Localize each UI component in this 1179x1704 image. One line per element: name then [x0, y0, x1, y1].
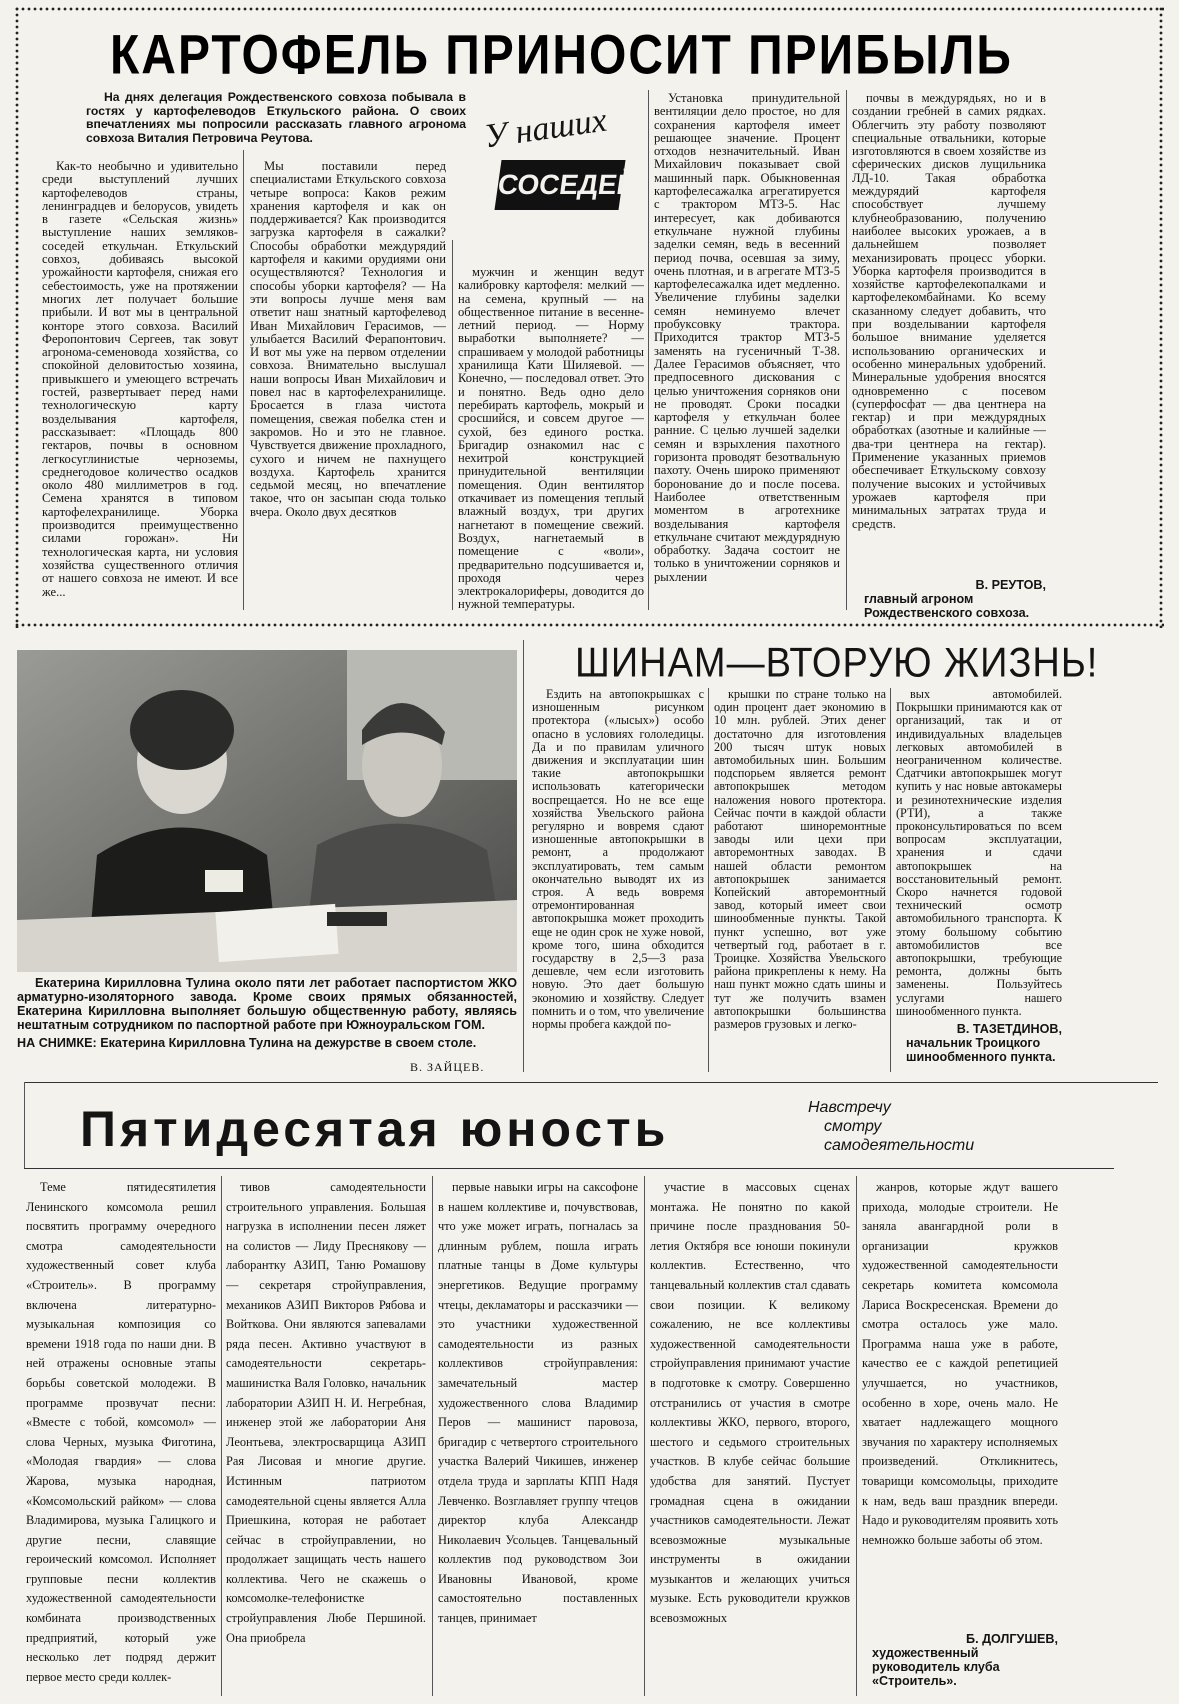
signature-title: начальник Троицкого шинообменного пункта.: [906, 1036, 1056, 1064]
photo-image: [17, 650, 517, 972]
article3-column-5: жанров, которые ждут вашего прихода, молодые строители. Не заняла авангардной роли в организации кружков художественной самодеятельности секретарь комитета комсомола Лариса Воскресенская. Времени до смотра осталось уже мало. Программа наша уже в работе, качество ее с каждой репетицией улучшается, но участников, особенно в хоре, очень мало. Не хватает надлежащего мощного звучания по характеру исполняемых произведений. Откликнитесь, товарищи комсомольцы, приходите к нам, ведь ваш праздник впереди. Надо и руководителям проявить хоть немножко больше заботы об этом.: [862, 1180, 1058, 1547]
article2-column-2: крышки по стране только на один процент дает экономию в 10 млн. рублей. Этих денег достаточно для изготовления 200 тысяч штук новых автомобильных шин. Большим подспорьем является ремонт автопокрышек методом наложения нового протектора. Сейчас почти в каждой области работают шиноремонтные заводы или цехи при авторемонтных заводах. В нашей области ремонтом автопокрышек занимается Копейский авторемонтный завод, который имеет свои шинообменные пункты. Такой пункт успешно, вот уже четвертый год, работает в г. Троицке. Хозяйства Увельского района прикреплены к нему. На наш пункт можно сдать шины и тут же получить взамен автопокрышки большинства размеров грузовых и легко-: [714, 688, 886, 1032]
article2-signature: [896, 1022, 1062, 1064]
rubric-box: СОСЕДЕЙ: [494, 160, 625, 210]
signature-name: Б. ДОЛГУШЕВ,: [966, 1632, 1058, 1646]
photo-caption: Екатерина Кирилловна Тулина около пяти лет работает паспортистом ЖКО арматурно-изоляторного завода. Кроме своих прямых обязанностей, Екатерина Кирилловна выполняет большую общественную работу, являясь нештатным сотрудником по паспортной работе при Южноуральском ГОМ.: [17, 976, 517, 1032]
rubric-neighbors: [478, 101, 640, 220]
article2-column-1: Ездить на автопокрышках с изношенным рисунком протектора («лысых») особо опасно в условиях гололедицы. Да и по правилам уличного движения и эксплуатации шин такие автопокрышки использовать категорически воспрещается. Но не все еще хозяйства Увельского района регулярно и вовремя сдают изношенные автопокрышки в ремонт, а продолжают эксплуатировать, тем самым окончательно выводят их из строя. А ведь вовремя отремонтированная автопокрышка может проходить еще не один срок не хуже новой, кроме того, шина обходится государству в 2,5—3 раза дешевле, чем если изготовить новую. Это дает большую экономию и хозяйству. Следует помнить и о том, что увеличение нормы пробега каждой по-: [532, 688, 704, 1032]
article3-column-3: первые навыки игры на саксофоне в нашем коллективе и, почувствовав, что уже может играть, погналась за длинным рублем, пошла играть платные танцы в Доме культуры энергетиков. Ведущие программу чтецы, декламаторы и рассказчики — это участники художественной самодеятельности из разных коллективов стройуправления: замечательный мастер художественного слова Владимир Перов — машинист паровоза, бригадир с четвертого строительного участка Валерий Чикишев, инженер отдела труда и зарплаты КПП Надя Левченко. Возглавляет группу чтецов директор клуба Александр Николаевич Усольцев. Танцевальный коллектив под руководством Зои Ивановны Ивановой, кроме самостоятельно поставленных танцев, принимает: [438, 1180, 638, 1626]
photo-women-at-desk: [17, 650, 517, 972]
signature-title: художественный руководитель клуба «Строитель».: [872, 1646, 1000, 1688]
article1-column-1: Как-то необычно и удивительно среди выступлений лучших картофелеводов страны, ленинградцев и белорусов, увидеть в газете «Сельская жизнь» выступление наших земляков-соседей еткульчан. Еткульский совхоз, добиваясь высокой урожайности картофеля, снижая его себестоимость, уже на протяжении многих лет получает большие прибыли. И вот мы в центральной конторе этого совхоза. Василий Феропонтович Сергеев, так зовут агронома-семеновода хозяйства, со спокойной деловитостью хозяина, привыкшего и умеющего встречать гостей, развертывает перед нами технологическую карту возделывания картофеля, рассказывает: «Площадь 800 гектаров, почвы в основном легкосуглинистые черноземы, среднегодовое количество осадков около 480 миллиметров в год. Семена хранятся в типовом картофелехранилище. Уборка производится преимущественно силами горожан». Ни технологическая карта, ни условия хозяйства существенного отличия от нашего совхоза не имеют. И все же...: [42, 160, 238, 599]
article1-column-3: мужчин и женщин ведут калибровку картофеля: мелкий — на семена, крупный — на общественное питание в весенне-летний период. — Норму выработки выполняете? — спрашиваем у молодой работницы хранилища Кати Шиляевой. — Конечно, — последовал ответ. Это и понятно. Ведь одно дело перебирать картофель, мокрый и сросшийся, и совсем другое — сухой, без единого ростка. Бригадир ознакомил нас с нехитрой конструкцией принудительной вентиляции помещения. Один вентилятор откачивает из помещения теплый влажный воздух, три других нагнетают в помещение свежий. Воздух, нагнетаемый в помещение с «воли», предварительно подсушивается и, проходя через электрокалориферы, доводится до нужной температуры.: [458, 266, 644, 612]
signature-name: В. ТАЗЕТДИНОВ,: [956, 1022, 1062, 1036]
article3-column-1: Теме пятидесятилетия Ленинского комсомола решил посвятить программу очередного смотра самодеятельности художественный совет клуба «Строитель». В программу включена литературно-музыкальная композиция со времени 1918 года по наши дни. В ней отражены основные этапы борьбы советской молодежи. В программе прозвучат песни: «Вместе с тобой, комсомол» — слова Черных, музыка Фиготина, «Молодая гвардия» — слова Жарова, музыка народная, «Комсомольский райком» — слова Владимирова, музыка Галицкого и другие песни, славящие героический комсомол. Исполняет групповые песни коллектив художественной самодеятельности комбината производственных предприятий, который уже несколько лет подряд держит первое место среди коллек-: [26, 1180, 216, 1684]
article1-column-2: Мы поставили перед специалистами Еткульского совхоза четыре вопроса: Каков режим хранения картофеля и как он поддерживается? Как производится загрузка картофеля в сажалки? Способы обработки междурядий картофеля и какими орудиями они осуществляются? Технология и способы уборки картофеля? — На эти вопросы лучше меня вам ответит наш знатный картофелевод Иван Михайлович Герасимов, — улыбается Василий Ферапонтович. И вот мы уже на первом отделении совхоза. Внимательно выслушал наши вопросы Иван Михайлович и повел нас в картофелехранилище. Бросается в глаза чистота помещения, свежая побелка стен и закромов. Но и это не главное. Чувствуется движение прохладного, сухого и ничем не пахнущего воздуха. Картофель хранится седьмой месяц, но впечатление такое, что он засыпан сюда только вчера. Около двух десятков: [250, 160, 446, 519]
article3-kicker: Навстречу смотру самодеятельности: [808, 1099, 975, 1154]
photo-subcaption: НА СНИМКЕ: Екатерина Кирилловна Тулина на дежурстве в своем столе.: [17, 1036, 477, 1050]
article1-column-5: почвы в междурядьях, но и в создании гребней в самих рядках. Облегчить эту работу позволяют специальные отвальники, которые изготовляются в своем хозяйстве из сферических дисков лущильника ЛД-10. Такая обработка междурядий картофеля способствует лучшему клубнеобразованию, получению наиболее высоких урожаев, а в дальнейшем позволяет механизировать процесс уборки. Уборка картофеля производится в хозяйстве картофелекопалками и картофелекомбайнами. Ко всему сказанному следует добавить, что при возделывании картофеля большое внимание уделяется использованию органических и особенно минеральных удобрений. Минеральные удобрения вносятся одновременно с посевом (суперфосфат — два центнера на гектар) и при междурядных обработках (азотные и калийные — два-три центнера на гектар). Применение указанных приемов обеспечивает Еткульскому совхозу получение высоких и устойчивых урожаев картофеля при минимальных затратах труда и средств.: [852, 92, 1046, 531]
article3-signature: [862, 1632, 1058, 1688]
article3-column-4: участие в массовых сценах монтажа. Не понятно по какой причине после празднования 50-летия Октября все юноши покинули коллектив. Естественно, что танцевальный коллектив стал сдавать свои позиции. К великому сожалению, не все коллективы художественной самодеятельности стройуправления принимают участие в подготовке к смотру. Совершенно отстранились от участия в смотре коллективы ЖКО, первого, второго, шестого и седьмого строительных участков. В клубе сейчас большие удобства для занятий. Пустует громадная сцена в ожидании участников самодеятельности. Лежат всевозможные музыкальные инструменты в ожидании музыкантов и желающих учиться музыке. Есть руководители кружков всевозможных: [650, 1180, 850, 1626]
rubric-script: У наших: [481, 101, 609, 156]
headline-potatoes: КАРТОФЕЛЬ ПРИНОСИТ ПРИБЫЛЬ: [110, 25, 1013, 87]
article3-column-2: тивов самодеятельности строительного управления. Большая нагрузка в исполнении песен ляжет на солистов — Лиду Преснякову — лаборантку АЗИП, Таню Ромашову — секретаря стройуправления, механиков АЗИП Викторов Рябова и Войткова. Они являются запевалами ряда песен. Активно участвуют в самодеятельности секретарь-машинистка Валя Головко, начальник лаборатории АЗИП Н. И. Негребная, инженер этой же лаборатории Аня Леонтьева, электросварщица АЗИП Рая Лисовая и многие другие. Истинным патриотом самодеятельной сцены является Алла Приешкина, которая не работает сейчас в стройуправлении, но продолжает защищать честь нашего коллектива. Чего не скажешь о комсомолке-телефонистке стройуправления Любе Першиной. Она приобрела: [226, 1180, 426, 1645]
photo-credit: В. ЗАЙЦЕВ.: [410, 1060, 485, 1074]
headline-fiftieth-youth: Пятидесятая юность: [80, 1101, 670, 1157]
article1-lead: На днях делегация Рождественского совхоза побывала в гостях у картофелеводов Еткульского района. О своих впечатлениях мы попросили рассказать главного агронома совхоза Виталия Петровича Реутова.: [86, 90, 466, 145]
article1-column-4: Установка принудительной вентиляции дело простое, но для сохранения картофеля имеет решающее значение. Процент отходов незначительный. Иван Михайлович показывает свой машинный парк. Обыкновенная картофелесажалка агрегатируется с трактором МТЗ-5. Нас интересует, как добиваются еткульчане нужной глубины заделки семян, ведь в весенний период почва, осевшая за зиму, очень плотная, и в агрегате МТЗ-5 картофелесажалка идет медленно. Увеличение глубины заделки семян неминуемо влечет пробуксовку трактора. Приходится трактор МТЗ-5 заменять на гусеничный Т-38. Далее Герасимов объясняет, что предпосевного дискования с целью уничтожения сорняков они не проводят. Сроки посадки картофеля у еткульчан более ранние. С целью лучшей заделки семян и взрыхления пахотного горизонта проводят безотвальную пахоту. Очень широко применяют боронование до и после посева. Наиболее ответственным моментом в агротехнике возделывания картофеля еткульчане считают междурядную обработку. Задача состоит не только в уничтожении сорняков и рыхлении: [654, 92, 840, 584]
article2-column-3: вых автомобилей. Покрышки принимаются как от организаций, так и от индивидуальных владельцев легковых автомобилей в неограниченном количестве. Сдатчики автопокрышек могут купить у нас новые автокамеры и резинотехнические изделия (РТИ), а также проконсультироваться по всем вопросам эксплуатации, хранения и сдачи автопокрышек на восстановительный ремонт. Скоро начнется годовой технический осмотр автомобильного транспорта. К этому большому событию автомобилистов все автопокрышки, требующие ремонта, должны быть заменены. Пользуйтесь услугами нашего шинообменного пункта.: [896, 688, 1062, 1018]
headline-tires: ШИНАМ—ВТОРУЮ ЖИЗНЬ!: [575, 640, 1099, 687]
signature-name: В. РЕУТОВ,: [975, 578, 1046, 592]
signature-title: главный агроном Рождественского совхоза.: [864, 592, 1030, 620]
article1-signature: [852, 578, 1046, 620]
